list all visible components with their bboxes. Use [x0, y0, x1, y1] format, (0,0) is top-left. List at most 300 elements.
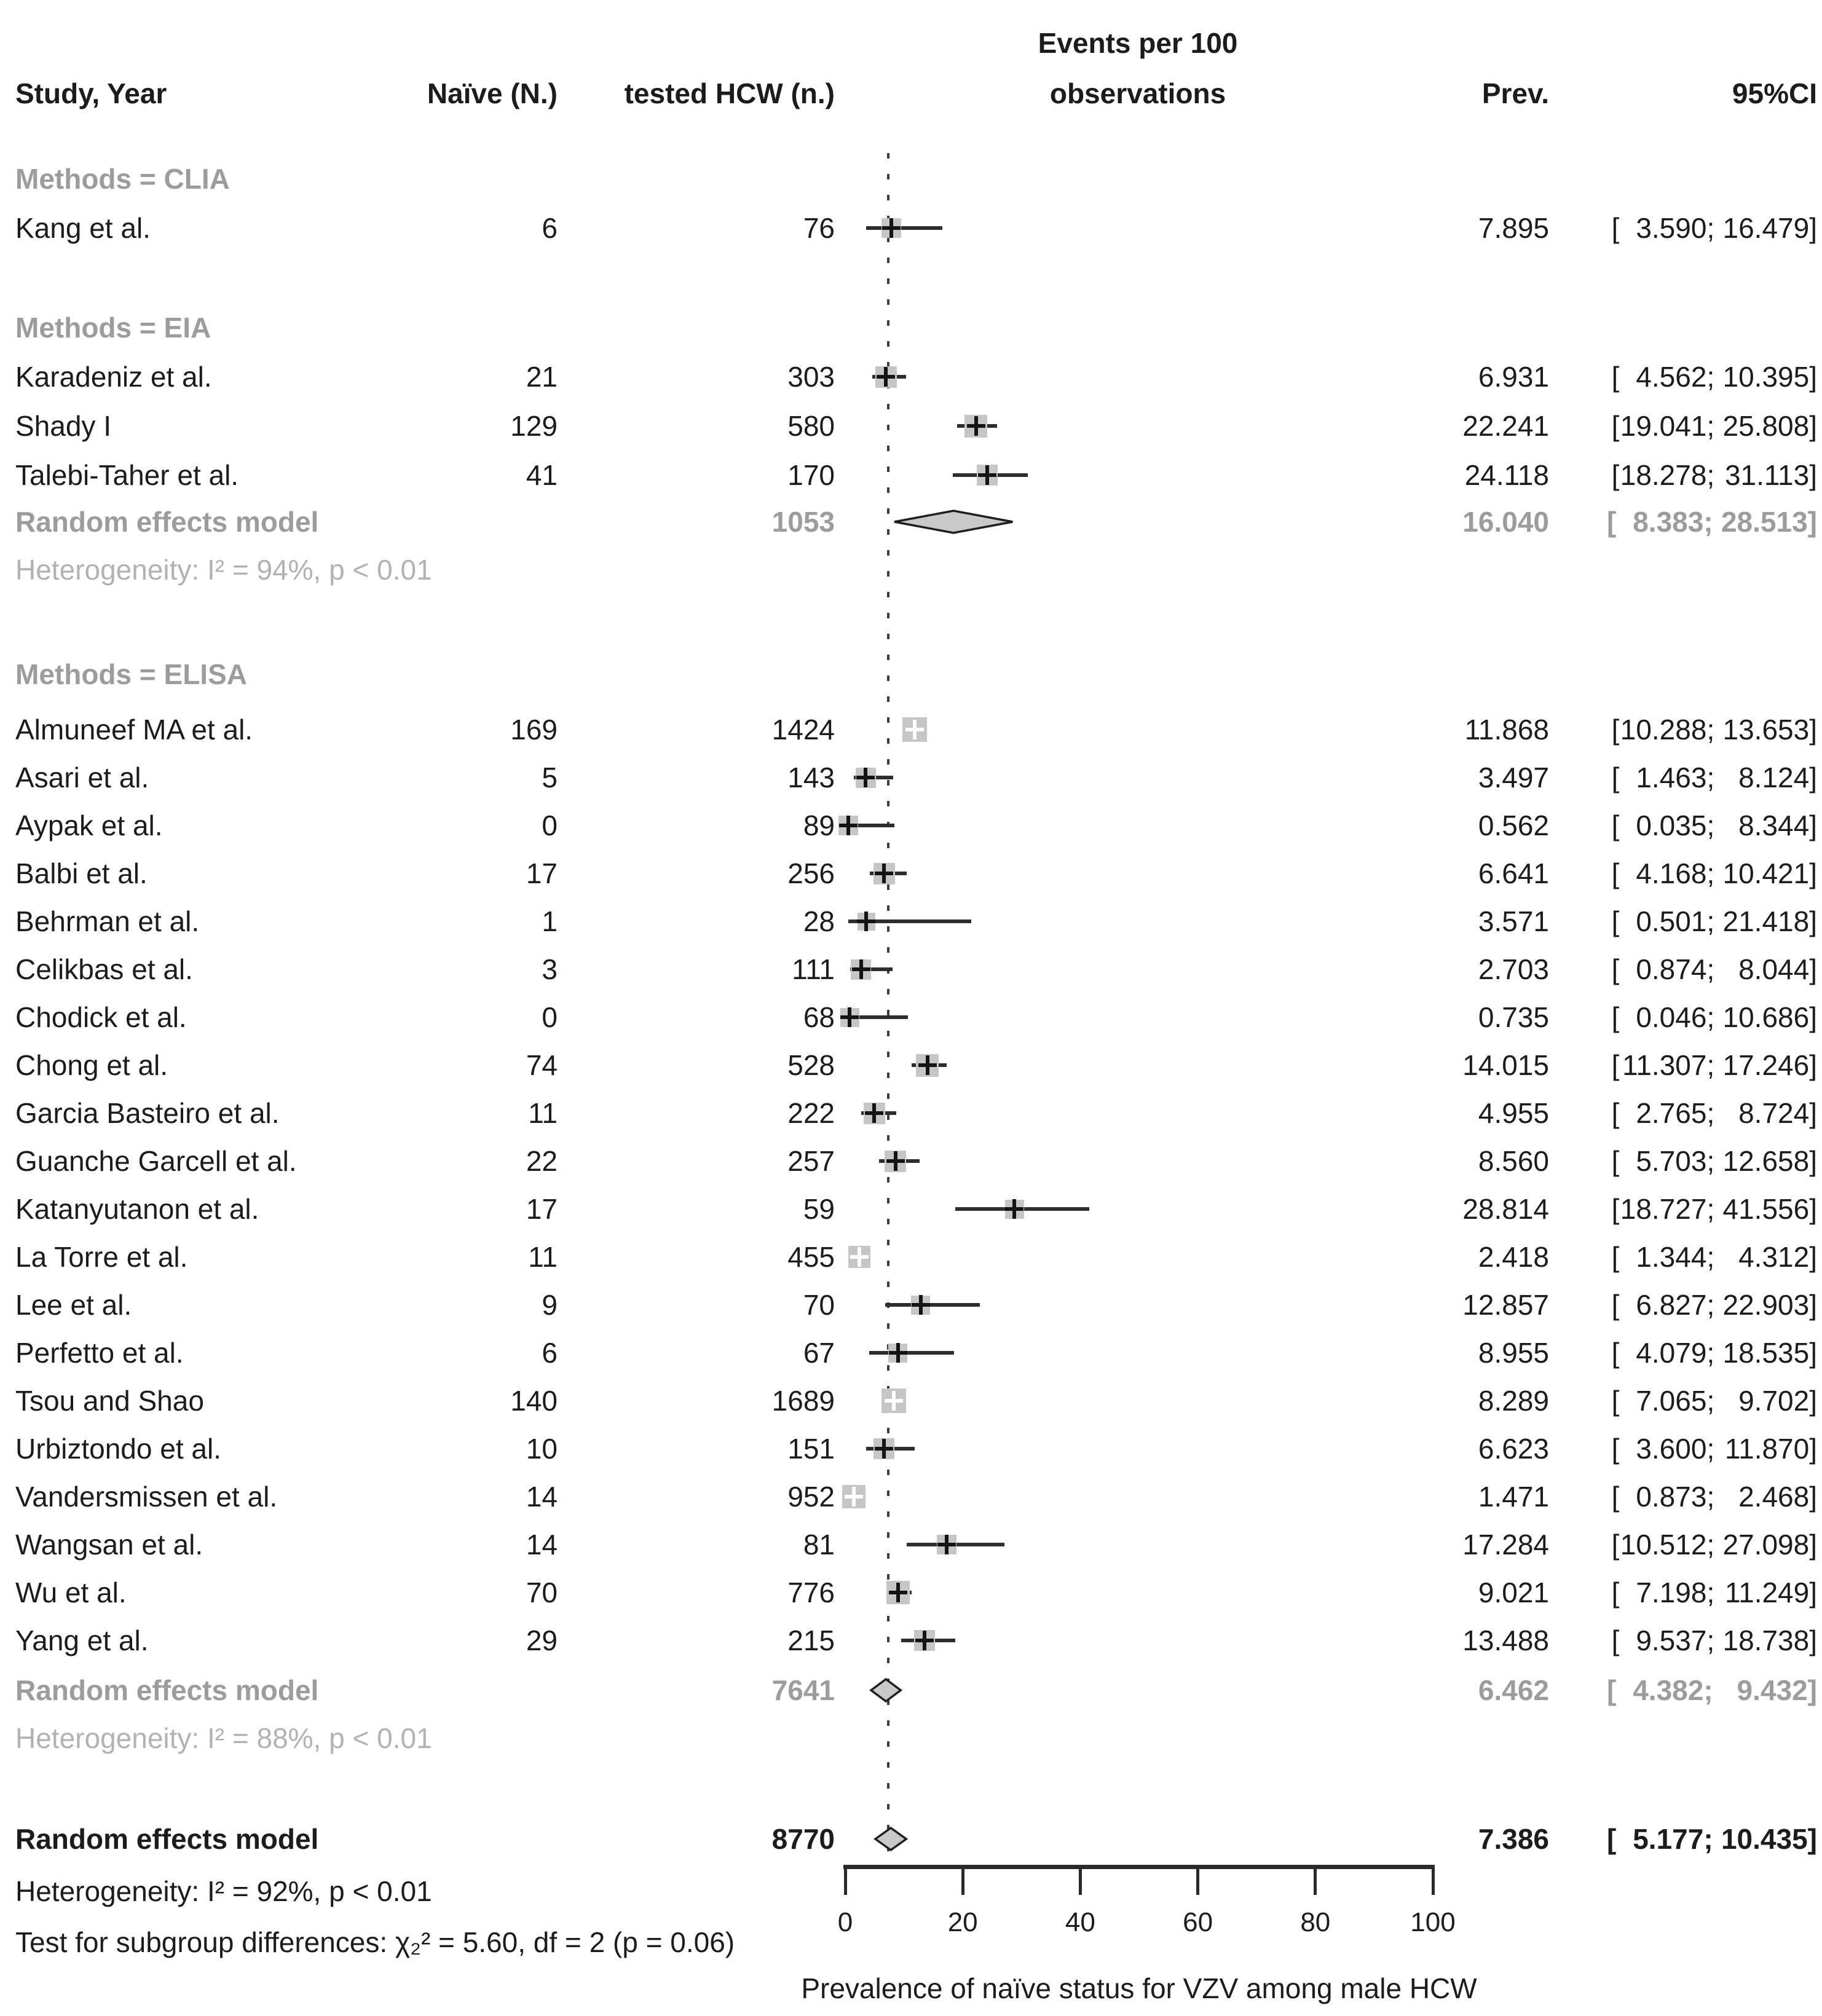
pooled-tested: 1053 [771, 506, 835, 538]
ci-part: ] [1809, 1577, 1817, 1608]
ci-part: ] [1809, 953, 1817, 985]
study-tested: 952 [787, 1481, 835, 1513]
study-naive: 169 [510, 714, 558, 746]
ci-part: ; [1706, 905, 1715, 937]
ci-part: [ [1607, 1674, 1617, 1706]
study-prev: 14.015 [1462, 1049, 1549, 1081]
ci-part: 27.098 [1722, 1529, 1810, 1561]
study-tested: 1424 [771, 714, 835, 746]
col-header-tested: tested HCW (n.) [624, 77, 835, 109]
study-tested: 1689 [771, 1385, 835, 1417]
ci-part: ; [1706, 762, 1715, 793]
study-naive: 14 [526, 1481, 558, 1513]
ci-part: [ [1611, 459, 1620, 491]
ci-part: 7.198 [1636, 1577, 1707, 1608]
ci-part: 11.307 [1622, 1049, 1707, 1081]
pooled-label: Random effects model [15, 506, 319, 538]
study-naive: 29 [526, 1624, 558, 1656]
ci-part: [ [1611, 953, 1620, 985]
effect-plus-v [882, 1439, 886, 1459]
ci-part: 16.479 [1722, 212, 1810, 244]
effect-plus-v [852, 1487, 856, 1506]
study-tested: 170 [787, 459, 835, 491]
ci-part: [ [1611, 1337, 1620, 1369]
axis-tick [1079, 1867, 1082, 1895]
study-ci [1612, 1334, 1817, 1372]
study-name: Chodick et al. [15, 1001, 187, 1033]
effect-plus-v [894, 1151, 897, 1171]
ci-part: ] [1809, 1433, 1817, 1465]
study-naive: 129 [510, 410, 558, 442]
ci-part: ] [1809, 762, 1817, 793]
study-prev: 0.735 [1478, 1001, 1549, 1033]
ci-part: 5.703 [1636, 1145, 1707, 1177]
ci-part: 8.344 [1738, 809, 1810, 841]
effect-plus-v [913, 720, 917, 739]
col-header-events-line2: observations [1049, 77, 1226, 109]
ci-part: ; [1706, 1097, 1715, 1129]
study-naive: 140 [510, 1385, 558, 1417]
ci-part: ; [1706, 953, 1715, 985]
study-name: Guanche Garcell et al. [15, 1145, 297, 1177]
ci-part: 8.724 [1738, 1097, 1810, 1129]
pooled-ci [1607, 1671, 1817, 1709]
ci-part: [ [1611, 1577, 1620, 1608]
study-prev: 7.895 [1478, 212, 1549, 244]
x-axis [843, 1865, 1435, 1869]
ci-part: ] [1809, 1624, 1817, 1656]
ci-part: ] [1809, 809, 1817, 841]
ci-part: [ [1611, 1241, 1620, 1273]
study-naive: 21 [526, 361, 558, 393]
ci-part: 41.556 [1722, 1193, 1810, 1225]
ci-part: 0.046 [1636, 1001, 1707, 1033]
ci-part: 4.312 [1738, 1241, 1810, 1273]
ci-part: 18.727 [1620, 1193, 1707, 1225]
study-name: Lee et al. [15, 1289, 132, 1321]
effect-plus-v [896, 1583, 900, 1602]
ci-part: 17.246 [1722, 1049, 1810, 1081]
study-name: Karadeniz et al. [15, 361, 212, 393]
axis-tick-label: 20 [947, 1907, 978, 1937]
study-tested: 89 [803, 809, 835, 841]
study-tested: 143 [787, 762, 835, 793]
study-prev: 13.488 [1462, 1624, 1549, 1656]
ci-part: ; [1706, 1241, 1715, 1273]
study-prev: 2.418 [1478, 1241, 1549, 1273]
study-ci [1612, 407, 1817, 445]
study-tested: 59 [803, 1193, 835, 1225]
ci-part: ] [1809, 1049, 1817, 1081]
ci-part: 18.738 [1722, 1624, 1810, 1656]
ci-part: ] [1809, 410, 1817, 442]
ci-part: [ [1611, 1481, 1620, 1513]
study-naive: 74 [526, 1049, 558, 1081]
ci-part: ; [1706, 714, 1715, 746]
ci-part: [ [1611, 809, 1620, 841]
effect-plus-v [923, 1631, 926, 1650]
study-naive: 41 [526, 459, 558, 491]
ci-line [869, 1351, 954, 1355]
ci-part: 8.044 [1738, 953, 1810, 985]
ci-part: [ [1611, 714, 1620, 746]
ci-part: [ [1611, 1529, 1620, 1561]
study-prev: 11.868 [1464, 714, 1549, 746]
col-header-ci: 95%CI [1732, 77, 1817, 109]
study-ci [1612, 1478, 1817, 1516]
ci-part: ; [1706, 212, 1715, 244]
axis-tick-label: 40 [1065, 1907, 1095, 1937]
study-ci [1612, 1238, 1817, 1276]
overall-prev: 7.386 [1478, 1823, 1549, 1855]
ci-part: 31.113 [1724, 459, 1810, 491]
col-header-naive: Naïve (N.) [427, 77, 558, 109]
ci-part: 0.873 [1636, 1481, 1707, 1513]
ci-part: 28.513 [1721, 506, 1808, 538]
study-name: Vandersmissen et al. [15, 1481, 278, 1513]
axis-title: Prevalence of naïve status for VZV among male HCW [801, 1972, 1477, 2004]
ci-part: ; [1706, 459, 1715, 491]
study-ci [1612, 1526, 1817, 1564]
ci-part: ] [1809, 459, 1817, 491]
axis-tick [961, 1867, 964, 1895]
ci-part: 4.168 [1636, 857, 1707, 889]
study-name: Wu et al. [15, 1577, 127, 1608]
ci-part: [ [1611, 1289, 1620, 1321]
study-naive: 22 [526, 1145, 558, 1177]
study-name: Chong et al. [15, 1049, 168, 1081]
effect-plus-v [896, 1343, 900, 1363]
study-prev: 0.562 [1478, 809, 1549, 841]
study-naive: 6 [542, 1337, 558, 1369]
study-ci [1612, 456, 1817, 494]
study-ci [1612, 806, 1817, 845]
study-ci [1612, 209, 1817, 247]
study-naive: 6 [542, 212, 558, 244]
study-ci [1612, 758, 1817, 797]
study-naive: 3 [542, 953, 558, 985]
effect-plus-v [882, 864, 886, 883]
ci-part: 10.288 [1620, 714, 1707, 746]
effect-plus-v [926, 1055, 929, 1075]
study-naive: 14 [526, 1529, 558, 1561]
study-ci [1612, 1286, 1817, 1324]
study-prev: 28.814 [1462, 1193, 1549, 1225]
axis-tick-label: 100 [1410, 1907, 1456, 1937]
study-naive: 1 [542, 905, 558, 937]
ci-part: ] [1809, 905, 1817, 937]
effect-plus-v [848, 1007, 851, 1027]
pooled-diamond [871, 1679, 901, 1701]
ci-part: ; [1706, 1481, 1715, 1513]
ci-part: 12.658 [1722, 1145, 1810, 1177]
ci-part: 3.600 [1636, 1433, 1707, 1465]
ci-part: 4.382 [1633, 1674, 1704, 1706]
ci-part: ] [1809, 361, 1817, 393]
ci-part: 3.590 [1636, 212, 1707, 244]
ci-part: 0.874 [1636, 953, 1707, 985]
study-tested: 455 [787, 1241, 835, 1273]
study-ci [1612, 1382, 1817, 1420]
study-prev: 6.641 [1478, 857, 1549, 889]
study-prev: 4.955 [1478, 1097, 1549, 1129]
overall-diamond-shape [875, 1828, 906, 1850]
ci-part: 0.035 [1636, 809, 1707, 841]
ci-part: ; [1706, 1001, 1715, 1033]
axis-tick [1196, 1867, 1199, 1895]
study-name: Urbiztondo et al. [15, 1433, 221, 1465]
ci-part: ; [1706, 410, 1715, 442]
effect-plus-v [858, 1247, 861, 1267]
study-naive: 10 [526, 1433, 558, 1465]
ci-part: 11.249 [1724, 1577, 1810, 1608]
heterogeneity-note: Heterogeneity: I² = 88%, p < 0.01 [15, 1722, 432, 1754]
subgroup-test-note: Test for subgroup differences: χ₂² = 5.60, df = 2 (p = 0.06) [15, 1926, 735, 1958]
study-name: La Torre et al. [15, 1241, 188, 1273]
ci-part: ; [1706, 1529, 1715, 1561]
effect-plus-v [884, 367, 888, 387]
axis-tick-label: 0 [837, 1907, 853, 1937]
effect-plus-v [919, 1295, 923, 1315]
study-prev: 8.955 [1478, 1337, 1549, 1369]
effect-plus-v [864, 768, 867, 787]
study-prev: 8.289 [1478, 1385, 1549, 1417]
ci-part: [ [1611, 410, 1620, 442]
ci-part: ] [1807, 1674, 1817, 1706]
ci-part: ; [1706, 1337, 1715, 1369]
overall-ci [1607, 1820, 1817, 1858]
ci-part: ] [1809, 857, 1817, 889]
ci-part: ; [1706, 857, 1715, 889]
ci-part: 9.702 [1738, 1385, 1810, 1417]
study-ci [1612, 902, 1817, 940]
ci-part: ] [1809, 1529, 1817, 1561]
ci-part: ; [1703, 506, 1713, 538]
ci-part: 19.041 [1620, 410, 1707, 442]
ci-part: 18.278 [1620, 459, 1707, 491]
reference-line [887, 153, 889, 1867]
effect-plus-v [985, 465, 989, 485]
ci-part: [ [1607, 506, 1617, 538]
col-header-study: Study, Year [15, 77, 167, 109]
pooled-prev: 16.040 [1462, 506, 1549, 538]
study-tested: 215 [787, 1624, 835, 1656]
study-name: Aypak et al. [15, 809, 163, 841]
pooled-prev: 6.462 [1478, 1674, 1549, 1706]
study-tested: 222 [787, 1097, 835, 1129]
study-naive: 0 [542, 1001, 558, 1033]
study-prev: 22.241 [1462, 410, 1549, 442]
study-prev: 8.560 [1478, 1145, 1549, 1177]
ci-part: [ [1611, 905, 1620, 937]
study-ci [1612, 1046, 1817, 1084]
study-ci [1612, 1094, 1817, 1132]
ci-part: ; [1706, 1624, 1715, 1656]
study-naive: 17 [526, 857, 558, 889]
ci-part: ; [1703, 1674, 1713, 1706]
study-naive: 9 [542, 1289, 558, 1321]
axis-tick-label: 60 [1183, 1907, 1213, 1937]
study-name: Talebi-Taher et al. [15, 459, 239, 491]
effect-plus-v [974, 416, 978, 436]
col-header-prev: Prev. [1481, 77, 1549, 109]
study-prev: 6.623 [1478, 1433, 1549, 1465]
study-tested: 776 [787, 1577, 835, 1608]
study-tested: 256 [787, 857, 835, 889]
study-ci [1612, 1621, 1817, 1660]
ci-part: [ [1611, 1097, 1620, 1129]
ci-part: 21.418 [1722, 905, 1810, 937]
ci-part: [ [1611, 1624, 1620, 1656]
pooled-label: Random effects model [15, 1674, 319, 1706]
ci-part: 4.562 [1636, 361, 1707, 393]
overall-label: Random effects model [15, 1823, 319, 1855]
ci-part: ; [1706, 1193, 1715, 1225]
ci-part: ] [1809, 1193, 1817, 1225]
ci-part: 11.870 [1724, 1433, 1810, 1465]
study-ci [1612, 1190, 1817, 1228]
study-name: Wangsan et al. [15, 1529, 203, 1561]
study-prev: 12.857 [1462, 1289, 1549, 1321]
study-tested: 70 [803, 1289, 835, 1321]
study-tested: 257 [787, 1145, 835, 1177]
ci-part: ] [1809, 714, 1817, 746]
group-header: Methods = ELISA [15, 658, 247, 690]
ci-part: 8.124 [1738, 762, 1810, 793]
overall-tested: 8770 [771, 1823, 835, 1855]
group-header: Methods = EIA [15, 312, 211, 344]
ci-part: [ [1611, 762, 1620, 793]
effect-plus-v [846, 816, 850, 835]
effect-plus-v [864, 912, 868, 931]
study-prev: 2.703 [1478, 953, 1549, 985]
study-name: Perfetto et al. [15, 1337, 184, 1369]
effect-plus-v [945, 1535, 948, 1554]
study-tested: 303 [787, 361, 835, 393]
effect-plus-v [859, 959, 863, 979]
study-name: Garcia Basteiro et al. [15, 1097, 280, 1129]
study-prev: 1.471 [1478, 1481, 1549, 1513]
ci-part: ; [1706, 1433, 1715, 1465]
ci-part: [ [1611, 1145, 1620, 1177]
study-name: Katanyutanon et al. [15, 1193, 259, 1225]
ci-line [866, 226, 942, 230]
ci-part: ; [1706, 1145, 1715, 1177]
effect-plus-v [889, 218, 893, 238]
overall-diamond [875, 1828, 906, 1850]
ci-part: 10.435 [1721, 1823, 1808, 1855]
ci-part: ] [1807, 506, 1817, 538]
study-tested: 580 [787, 410, 835, 442]
ci-part: ] [1809, 212, 1817, 244]
axis-tick [1314, 1867, 1317, 1895]
study-prev: 3.571 [1478, 905, 1549, 937]
pooled-ci [1607, 503, 1817, 541]
ci-part: 13.653 [1722, 714, 1810, 746]
study-prev: 3.497 [1478, 762, 1549, 793]
study-ci [1612, 1573, 1817, 1612]
study-ci [1612, 998, 1817, 1036]
ci-part: ] [1809, 1385, 1817, 1417]
ci-part: [ [1611, 1049, 1620, 1081]
ci-part: 6.827 [1636, 1289, 1707, 1321]
study-name: Kang et al. [15, 212, 151, 244]
ci-part: 5.177 [1633, 1823, 1704, 1855]
ci-part: [ [1611, 857, 1620, 889]
study-tested: 111 [792, 953, 835, 985]
ci-part: [ [1611, 1001, 1620, 1033]
study-tested: 76 [803, 212, 835, 244]
axis-tick [1432, 1867, 1435, 1895]
ci-part: 1.463 [1636, 762, 1707, 793]
ci-part: ; [1706, 1577, 1715, 1608]
ci-part: 18.535 [1722, 1337, 1810, 1369]
ci-part: 1.344 [1636, 1241, 1707, 1273]
study-name: Celikbas et al. [15, 953, 193, 985]
ci-part: 4.079 [1636, 1337, 1707, 1369]
ci-part: [ [1607, 1823, 1617, 1855]
group-header: Methods = CLIA [15, 163, 230, 195]
ci-part: [ [1611, 1433, 1620, 1465]
axis-tick-label: 80 [1300, 1907, 1331, 1937]
effect-plus-v [1012, 1199, 1016, 1219]
ci-part: ] [1809, 1001, 1817, 1033]
col-header-events-line1: Events per 100 [1038, 27, 1238, 59]
study-ci [1612, 1142, 1817, 1180]
ci-part: 25.808 [1722, 410, 1810, 442]
study-naive: 0 [542, 809, 558, 841]
study-prev: 6.931 [1478, 361, 1549, 393]
ci-part: [ [1611, 361, 1620, 393]
ci-part: ; [1706, 361, 1715, 393]
ci-part: 10.512 [1620, 1529, 1707, 1561]
ci-part: ] [1809, 1289, 1817, 1321]
ci-part: 7.065 [1636, 1385, 1707, 1417]
ci-part: ; [1706, 809, 1715, 841]
axis-tick [844, 1867, 847, 1895]
study-tested: 81 [803, 1529, 835, 1561]
ci-part: ; [1706, 1385, 1715, 1417]
study-naive: 5 [542, 762, 558, 793]
study-tested: 528 [787, 1049, 835, 1081]
study-prev: 17.284 [1462, 1529, 1549, 1561]
study-ci [1612, 711, 1817, 749]
ci-part: 8.383 [1633, 506, 1704, 538]
ci-part: ] [1807, 1823, 1817, 1855]
pooled-diamond [894, 511, 1012, 533]
ci-part: 10.686 [1722, 1001, 1810, 1033]
study-name: Almuneef MA et al. [15, 714, 253, 746]
study-name: Behrman et al. [15, 905, 200, 937]
study-naive: 11 [528, 1241, 558, 1273]
ci-part: ] [1809, 1097, 1817, 1129]
ci-part: [ [1611, 212, 1620, 244]
ci-part: 2.468 [1738, 1481, 1810, 1513]
ci-part: [ [1611, 1193, 1620, 1225]
pooled-diamond-shape [871, 1679, 901, 1701]
ci-part: ; [1703, 1823, 1713, 1855]
study-name: Tsou and Shao [15, 1385, 204, 1417]
study-naive: 17 [526, 1193, 558, 1225]
study-ci [1612, 950, 1817, 988]
pooled-diamond-shape [894, 511, 1012, 533]
study-ci [1612, 854, 1817, 892]
study-tested: 28 [803, 905, 835, 937]
ci-part: ] [1809, 1145, 1817, 1177]
effect-plus-v [892, 1391, 896, 1411]
study-prev: 24.118 [1464, 459, 1549, 491]
ci-part: ] [1809, 1337, 1817, 1369]
